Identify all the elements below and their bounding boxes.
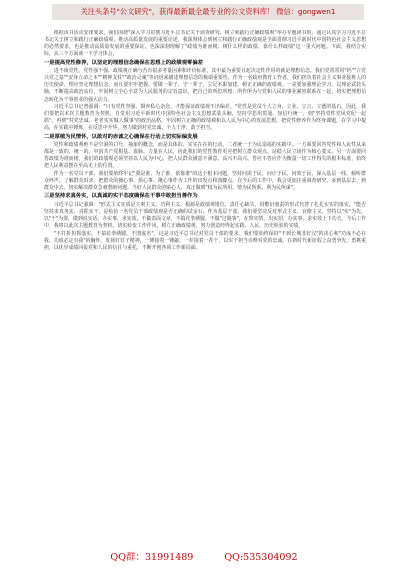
footer-contact bbox=[0, 551, 408, 565]
body-paragraph: 习近平总书记强调："形式主义实质是主观主义、功利主义，根源是政绩观错位、责任心缺失，用敷衍塞责的形式代替了扎扎实实的落实。"能否坚持求真务实、真抓实干，是检验一名党员干部政绩观是否正确的试金石。作为基层干部，我们要坚决反对形式主义、官僚主义，坚持以"实"为先、以"干"为要，做到说实话、办实事、求实效，不做表面文章，不搞花拳绣腿，不做"过路客"，在察实情、出实招、办实事、求实效上下功夫。今后工作中，我将以此次主题教育为契机，切实转变工作作风，树立正确政绩观，努力创造经得起实践、人民、历史检验的实绩。 bbox=[44, 202, 366, 230]
qq-group-text: QQ群：31991489 bbox=[110, 552, 194, 563]
document-page bbox=[44, 30, 366, 546]
qq-contact-text: QQ:535304092 bbox=[224, 552, 298, 563]
body-paragraph: 党性和政绩观绝不是空洞的口号、抽象的概念，而是具体的、实实在在的行动。二者统一于为民造福的实践中。一方面要回答党性和人民性从来都是一致的、统一的。中国共产党根基、血脉、力量在人民，因此我们的党性教育更应把树立群众观点、站稳人民立场作为核心要义。另一方面要回答政绩为谁而树，我们的政绩观必须坚持以人民为中心，把人民群众满意不满意、高兴不高兴、答应不答应作为衡量一切工作得失的根本标准，始终把人民利益摆在至高无上的位置。 bbox=[44, 142, 366, 170]
intro-paragraph: 根据该书活动安排要求，我们围绕"深入学习贯彻习近平总书记关于调查研究、树立和践行正确政绩观"举办专题读书班，通过认真学习习近平总书记关于树立和践行正确政绩观、推动高质量发展的重要论述，我深刻体会到树立和践行正确政绩观是全面贯彻习近平新时代中国特色社会主义思想的必然要求，也是推动高质量发展的重要保证。也深深刻理解了"政绩为谁而树、树什么样的政绩、靠什么样政绩"这一重大问题。下面，我结合实际，从三个方面谈一下学习体会。 bbox=[44, 30, 366, 58]
body-paragraph: "不打折扣抓落实、不搞花拳绣腿、不图虚名"，这是习近平总书记对党员干部的要求。我们要始终保持"不到长城非好汉"的决心和"功成不必在我、功成必定有我"的胸怀，发扬钉钉子精神，一锤接着一锤敲，一茬接着一茬干，以实干担当诠释对党的忠诚，在新时代新征程上奋勇争先、勇挑重担，以优异成绩回报党和人民的信任与重托，不断开创各项工作新局面。 bbox=[44, 230, 366, 251]
section-heading-3: 三是坚持求真务实，以真诚的实干态度确保在干事中敢担当善作为 bbox=[44, 193, 198, 200]
body-paragraph: 进不谈党性。党性强不强，政绩观正确与否有很多考量因素和评价标准，其中最为重要且起决定性作用的就是理想信念。我们党常常用"钙""立党兴党之基""安身立命之本""精神支柱""政治灵魂"等词语来描述理想信念的极端重要性。作为一名政府教育工作者，我们担负着社会主义事业接班人的历史使命，理应坚定理想信念，而且要牢牢把握。要做一辈子、守一辈子、立足本职加建，树正正确的政绩观。一是要加强理论学习，以理论武装头脑，不断提高政治站位，牢固树立全心全意为人民服务的宗旨意识，把自己的所思所想、所作所为与党和人民的事业紧密联系在一起，切实把理想信念转化为干事创业的强大动力。 bbox=[44, 68, 366, 103]
section-heading-2: 二是厚植为民情怀，以敢对的赤诚之心确保在行动上切实际偏发展 bbox=[44, 133, 198, 140]
body-paragraph: 作为一名党员干部，我们要始终牢记"我是谁、为了谁、依靠谁"的这个根本问题，坚持问需于民、问计于民、问效于民，深入基层一线，倾听群众呼声，了解群众诉求，把群众的操心事、烦心事、揪心事作为工作的出发点和落脚点。在今后的工作中，我会更加注重调查研究，多到基层去、到群众中去，切实解决群众急难愁盼问题，当好人民群众的贴心人，真正做到"权为民所用、情为民所系、利为民所谋"。 bbox=[44, 170, 366, 192]
top-banner: 关注头条号"公文研究"，获得最新最全最专业的公文资料库！ 微信：gongwen1 bbox=[52, 4, 364, 20]
section-heading-1: 一是提高党性修养，以坚定的理想信念确保在思想上的政绩观零偏差 bbox=[44, 59, 203, 66]
body-paragraph: 习近平总书记曾强调："只有党性坚强、摒弃私心杂念，才能保证政绩观不出偏差。"党性是党员个人立身、立业、立言、立德的基石。因此，我们要把以本次主题教育为契机，自觉用习近平新时代中国特色社会主义思想武装头脑，坚持学思用贯通、知信行统一，到"坚持党性党风党纪一起抓"，再到"对党忠诚、老老实实做人做事"的政治品格，牢固树立正确的政绩观和以人民为中心的发展思想，把党性修养作为终身课题，在学习中提高，在实践中锤炼，在反思中升华，努力做到对党忠诚、个人干净、敢于担当。 bbox=[44, 104, 366, 132]
